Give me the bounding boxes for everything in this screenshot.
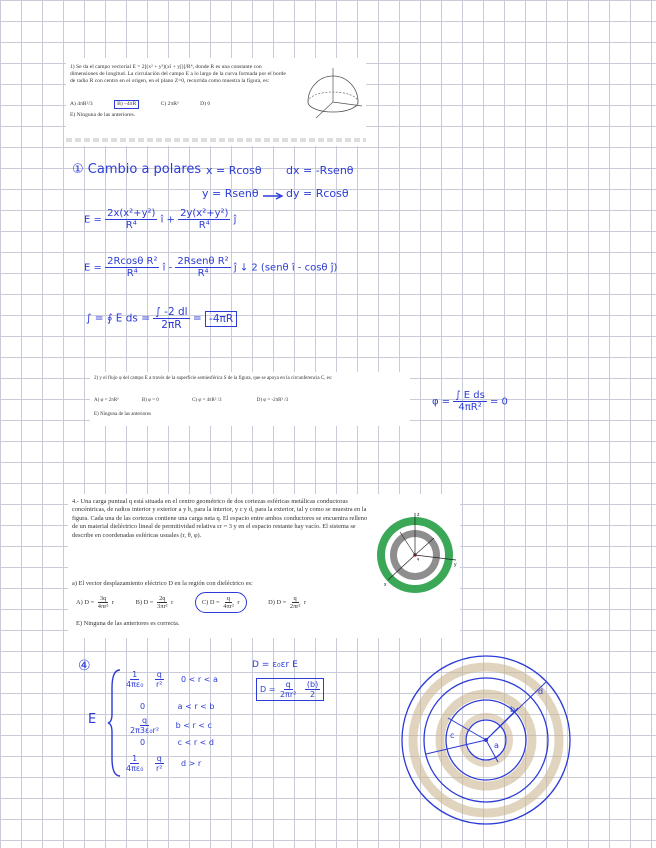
shell-q-label: q xyxy=(417,556,420,561)
radius-b-label: b xyxy=(510,705,516,714)
problem1-option-d[interactable]: D) 0 xyxy=(200,101,211,107)
problem4-option-a[interactable]: A) D = $\frac{3q}{\text{4πr²}}$ r xyxy=(76,595,114,610)
problem2-option-a[interactable]: A) φ = 2πR² xyxy=(94,398,119,403)
circulation-integral: ∫ = ∮ E ds = $\frac{\int -2 dl}{2\pi R}$ = -4πR xyxy=(86,306,237,331)
problem4-stem: 4.- Una carga puntual q está situada en el centro geométrico de dos cortezas esféricas metálicas conductoras concéntricas, de radios interior y exterior a y b, para la interior, y c y d, para la exterior, tal y como se muestra en la figura. Cada una de las cortezas contiene una carga neta q. El espacio entre ambos conductores se encuentra relleno de un material dieléctrico lineal de permitividad relativa εr = 3 y en el espacio restante hay vacío. El sistema se describe en coordenadas esféricas usuales (r, θ, φ). xyxy=(72,498,368,539)
problem1-option-e[interactable]: E) Ninguna de las anteriores. xyxy=(70,112,136,118)
problem1-option-b[interactable]: B) –4πR xyxy=(114,100,139,109)
hemisphere-diagram xyxy=(302,66,364,126)
problem4-snippet xyxy=(68,494,460,638)
problem2-stem: 2) y el flujo φ del campo E a través de la superficie semiesférica S de la figura, que se apoya en la circunferencia C, es: xyxy=(94,376,333,381)
shell-z-axis-label: z xyxy=(417,512,420,518)
radius-d-label: d xyxy=(538,687,544,696)
e-case-3: $\frac{q}{\text{2π3ε₀r²}}$ b < r < c xyxy=(130,716,212,735)
e-field-polar: E = $\frac{\text{2Rcosθ R²}}{\text{R⁴}}$ î - $\frac{\text{2Rsenθ R²}}{\text{R⁴}}$ ĵ ↓ 2 (senθ î - cosθ ĵ) xyxy=(84,256,338,279)
e-case-2: 0 a < r < b xyxy=(140,702,215,711)
problem4-option-b[interactable]: B) D = $\frac{2q}{\text{3πr²}}$ r xyxy=(135,595,174,610)
problem2-options xyxy=(94,398,308,405)
e-case-1: $\frac{1}{\text{4πε₀}}$ $\frac{q}{\text{r²}}$ 0 < r < a xyxy=(126,670,218,689)
problem1-snippet xyxy=(66,58,366,146)
arrow-icon xyxy=(262,192,284,200)
polar-step-label: ① Cambio a polares xyxy=(72,162,202,177)
problem1-stem: 1) Se da el campo vectorial E = 2[(x² + y²)(xî + yĵ)]/R⁴, donde R es una constante con dimensiones de longitud. La circulación del campo E a lo largo de la curva formada por el borde de radio R con centro en el origen, en el plano Z=0, recorrida como muestra la figura, es: xyxy=(70,64,286,85)
problem4-option-d[interactable]: D) D = $\frac{q}{\text{2πr²}}$ r xyxy=(268,595,307,610)
problem1-options xyxy=(70,100,230,109)
e-case-4: 0 c < r < d xyxy=(140,738,214,747)
circulation-result: -4πR xyxy=(205,311,237,327)
problem2-option-e[interactable]: E) Ninguna de las anteriores xyxy=(94,412,151,417)
step4-label: ④ xyxy=(78,658,91,674)
problem2-option-d[interactable]: D) φ = -2πR² /3 xyxy=(256,398,289,403)
problem2-option-c[interactable]: C) φ = 4πR² /3 xyxy=(192,398,222,403)
d-relation: D = ε₀εr E xyxy=(252,660,298,670)
problem4-question: a) El vector desplazamiento eléctrico D en la región con dieléctrico es: xyxy=(72,580,253,587)
problem1-option-a[interactable]: A) 4πR²/3 xyxy=(70,101,93,107)
flux-work: φ = $\frac{\text{∫ E ds}}{\text{4πR²}}$ = 0 xyxy=(432,390,508,413)
shell-x-axis-label: x xyxy=(384,582,387,588)
hand-drawn-shells-diagram xyxy=(398,652,574,828)
dx-substitution: dx = -Rsenθ xyxy=(286,164,354,177)
piecewise-brace xyxy=(108,668,122,778)
dy-substitution: dy = Rcosθ xyxy=(286,187,349,200)
shell-y-axis-label: y xyxy=(454,562,457,568)
d-boxed-result: D = $\frac{q}{\text{2πr²}}$ $\frac{(b)}{2}$ xyxy=(256,678,324,701)
problem4-options xyxy=(76,592,306,613)
e-field-cartesian: E = $\frac{\text{2x(x²+y²)}}{\text{R⁴}}$ î + $\frac{\text{2y(x²+y²)}}{\text{R⁴}}$ ĵ xyxy=(84,208,237,231)
problem2-snippet xyxy=(90,372,410,426)
y-substitution: y = Rsenθ xyxy=(202,187,259,200)
radius-c-label: c xyxy=(450,731,455,740)
concentric-shells-diagram xyxy=(370,510,460,600)
problem1-option-c[interactable]: C) 2πR² xyxy=(160,101,179,107)
problem2-option-b[interactable]: B) φ = 0 xyxy=(141,398,159,403)
x-substitution: x = Rcosθ xyxy=(206,164,262,177)
e-piecewise-label: E xyxy=(88,712,97,727)
problem4-option-e[interactable]: E) Ninguna de las anteriores es correcta. xyxy=(76,620,180,627)
e-case-5: $\frac{1}{\text{4πε₀}}$ $\frac{q}{\text{r²}}$ d > r xyxy=(126,754,202,773)
problem4-option-c[interactable]: C) D = $\frac{q}{\text{4πr²}}$ r xyxy=(195,592,247,613)
radius-a-label: a xyxy=(494,741,499,750)
